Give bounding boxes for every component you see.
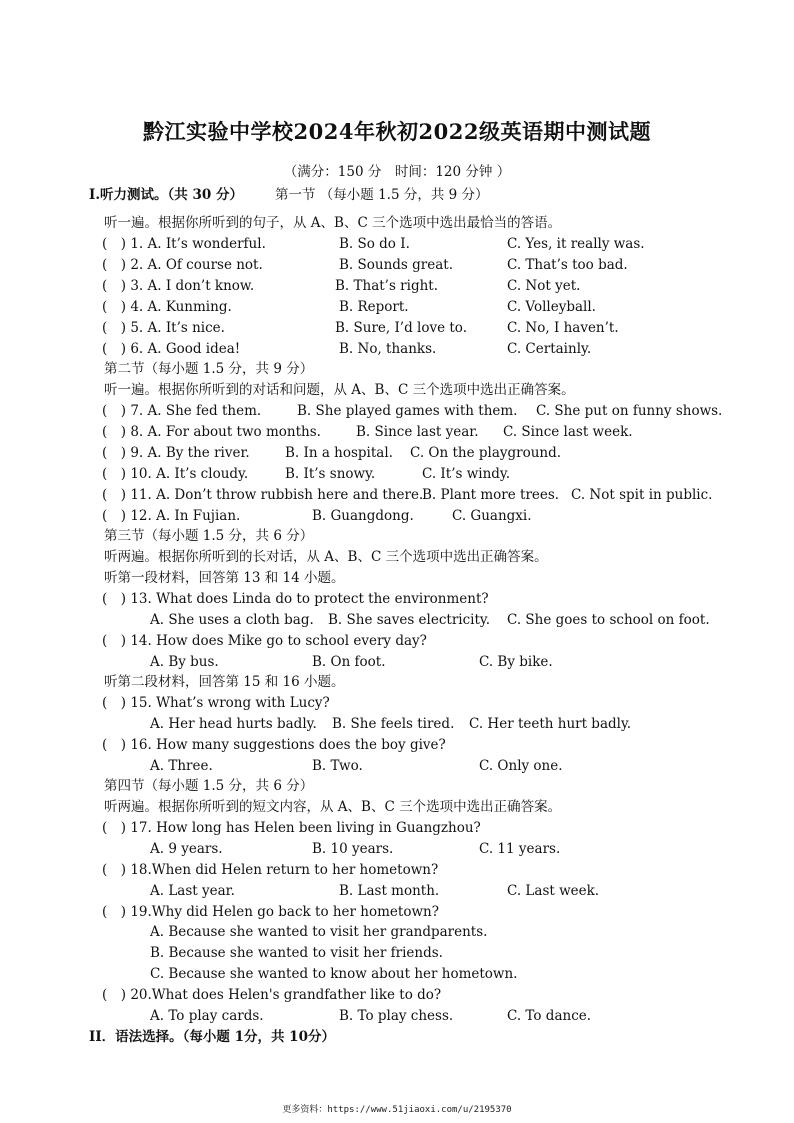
option-b: B. Last month.: [339, 883, 440, 899]
option-b: B. To play chess.: [339, 1008, 454, 1024]
option-c: C. Not yet.: [507, 278, 581, 294]
part3-instruction-row: [0, 547, 794, 568]
question-row: [0, 485, 794, 506]
question-row: [0, 255, 794, 276]
question-stem: ( ) 4. A. Kunming.: [102, 299, 232, 315]
option-c: C. She put on funny shows.: [536, 403, 723, 419]
exam-subtitle: （满分：150 分 时间：120 分钟 ）: [283, 164, 511, 180]
option-c: C. Since last week.: [503, 424, 633, 440]
option-b: B. Because she wanted to visit her friends.: [150, 945, 443, 961]
exam-title: 黔江实验中学校2024年秋初2022级英语期中测试题: [143, 119, 651, 144]
option-a: A. To play cards.: [150, 1008, 264, 1024]
option-c: C. On the playground.: [410, 445, 562, 461]
option-b: B. Sure, I’d love to.: [335, 320, 467, 336]
part3-material1: 听第一段材料，回答第 13 和 14 小题。: [104, 570, 345, 586]
option-b: B. No, thanks.: [339, 341, 437, 357]
section2-heading: II．语法选择。（每小题 1分，共 10分）: [89, 1029, 335, 1045]
options-row: [0, 714, 794, 735]
question-row: [0, 589, 794, 610]
question-stem: ( ) 13. What does Linda do to protect the environment?: [102, 591, 489, 607]
option-a: A. Because she wanted to visit her grandparents.: [150, 924, 488, 940]
option-c: C. No, I haven’t.: [507, 320, 619, 336]
question-stem: ( ) 10. A. It’s cloudy.: [102, 466, 249, 482]
options-row: [0, 922, 794, 943]
option-b: B. Two.: [312, 758, 363, 774]
part1-instruction-row: [0, 213, 794, 234]
question-row: [0, 735, 794, 756]
part1-label: 第一节 （每小题 1.5 分，共 9 分）: [275, 187, 489, 203]
question-stem: ( ) 7. A. She fed them.: [102, 403, 262, 419]
part3-instruction: 听两遍。根据你所听到的长对话，从 A、B、C 三个选项中选出正确答案。: [104, 549, 548, 565]
question-row: [0, 276, 794, 297]
option-c: C. Her teeth hurt badly.: [469, 716, 632, 732]
option-b: B. On foot.: [312, 654, 386, 670]
question-stem: ( ) 14. How does Mike go to school every day?: [102, 633, 427, 649]
question-stem: ( ) 15. What’s wrong with Lucy?: [102, 695, 330, 711]
part2-instruction-row: [0, 380, 794, 401]
option-c: C. 11 years.: [479, 841, 561, 857]
option-b: B. Guangdong.: [312, 508, 414, 524]
part2-instruction: 听一遍。根据你所听到的对话和问题，从 A、B、C 三个选项中选出正确答案。: [104, 382, 575, 398]
option-b: B. Since last year.: [356, 424, 479, 440]
question-row: [0, 339, 794, 360]
question-row: [0, 422, 794, 443]
option-a: A. Three.: [150, 758, 213, 774]
question-row: [0, 985, 794, 1006]
question-stem: ( ) 8. A. For about two months.: [102, 424, 321, 440]
option-c: C. By bike.: [479, 654, 553, 670]
part3-label-row: [0, 526, 794, 547]
option-c: C. Last week.: [507, 883, 600, 899]
question-stem: ( ) 11. A. Don’t throw rubbish here and there.: [102, 487, 424, 503]
option-c: C. She goes to school on foot.: [507, 612, 710, 628]
option-c: C. It’s windy.: [422, 466, 511, 482]
option-c: C. Certainly.: [507, 341, 592, 357]
question-row: [0, 297, 794, 318]
options-row: [0, 881, 794, 902]
question-stem: ( ) 1. A. It’s wonderful.: [102, 236, 266, 252]
question-row: [0, 401, 794, 422]
option-b: B. So do I.: [339, 236, 410, 252]
question-stem: ( ) 18.When did Helen return to her hometown?: [102, 862, 439, 878]
footer-link[interactable]: 更多资料：https://www.51jiaoxi.com/u/2195370: [282, 1105, 512, 1115]
option-a: A. 9 years.: [150, 841, 223, 857]
option-b: B. Report.: [339, 299, 409, 315]
part2-label: 第二节（每小题 1.5 分，共 9 分）: [104, 361, 314, 377]
option-c: C. Yes, it really was.: [507, 236, 645, 252]
question-row: [0, 506, 794, 527]
question-stem: ( ) 12. A. In Fujian.: [102, 508, 241, 524]
question-row: [0, 693, 794, 714]
part4-label: 第四节（每小题 1.5 分，共 6 分）: [104, 778, 314, 794]
option-c: C. That’s too bad.: [507, 257, 628, 273]
question-stem: ( ) 3. A. I don’t know.: [102, 278, 255, 294]
question-row: [0, 902, 794, 923]
section1-heading: I.听力测试。（共 30 分）: [89, 187, 243, 203]
options-row: [0, 652, 794, 673]
option-a: A. Her head hurts badly.: [150, 716, 317, 732]
question-row: [0, 443, 794, 464]
question-row: [0, 464, 794, 485]
part4-instruction-row: [0, 797, 794, 818]
part3-material2-row: [0, 672, 794, 693]
question-row: [0, 631, 794, 652]
option-b: B. Plant more trees.: [422, 487, 560, 503]
option-c: C. Volleyball.: [507, 299, 596, 315]
question-stem: ( ) 19.Why did Helen go back to her hometown?: [102, 904, 439, 920]
section2-heading-row: [0, 1027, 794, 1048]
option-b: B. She saves electricity.: [328, 612, 491, 628]
options-row: [0, 964, 794, 985]
option-c: C. Because she wanted to know about her hometown.: [150, 966, 518, 982]
part4-instruction: 听两遍。根据你所听到的短文内容，从 A、B、C 三个选项中选出正确答案。: [104, 799, 562, 815]
option-c: C. Only one.: [479, 758, 563, 774]
options-row: [0, 1006, 794, 1027]
question-stem: ( ) 2. A. Of course not.: [102, 257, 263, 273]
option-c: C. To dance.: [507, 1008, 592, 1024]
part3-label: 第三节（每小题 1.5 分，共 6 分）: [104, 528, 314, 544]
question-stem: ( ) 16. How many suggestions does the boy give?: [102, 737, 446, 753]
options-row: [0, 839, 794, 860]
options-row: [0, 756, 794, 777]
part1-instruction: 听一遍。根据你所听到的句子，从 A、B、C 三个选项中选出最恰当的答语。: [104, 215, 562, 231]
question-stem: ( ) 5. A. It’s nice.: [102, 320, 225, 336]
part4-label-row: [0, 776, 794, 797]
section1-heading-row: [0, 185, 794, 206]
option-b: B. That’s right.: [335, 278, 439, 294]
option-b: B. It’s snowy.: [285, 466, 376, 482]
option-b: B. In a hospital.: [285, 445, 393, 461]
options-row: [0, 610, 794, 631]
option-b: B. Sounds great.: [339, 257, 453, 273]
option-b: B. 10 years.: [312, 841, 394, 857]
part3-material1-row: [0, 568, 794, 589]
question-stem: ( ) 9. A. By the river.: [102, 445, 250, 461]
part2-label-row: [0, 359, 794, 380]
question-row: [0, 318, 794, 339]
option-a: A. Last year.: [150, 883, 235, 899]
options-row: [0, 943, 794, 964]
question-row: [0, 818, 794, 839]
question-stem: ( ) 20.What does Helen's grandfather like to do?: [102, 987, 442, 1003]
option-b: B. She feels tired.: [332, 716, 455, 732]
option-a: A. By bus.: [150, 654, 219, 670]
part3-material2: 听第二段材料，回答第 15 和 16 小题。: [104, 674, 345, 690]
question-stem: ( ) 6. A. Good idea!: [102, 341, 241, 357]
option-c: C. Guangxi.: [452, 508, 532, 524]
option-c: C. Not spit in public.: [571, 487, 713, 503]
question-row: [0, 860, 794, 881]
question-row: [0, 234, 794, 255]
question-stem: ( ) 17. How long has Helen been living in Guangzhou?: [102, 820, 481, 836]
option-b: B. She played games with them.: [297, 403, 518, 419]
option-a: A. She uses a cloth bag.: [150, 612, 314, 628]
